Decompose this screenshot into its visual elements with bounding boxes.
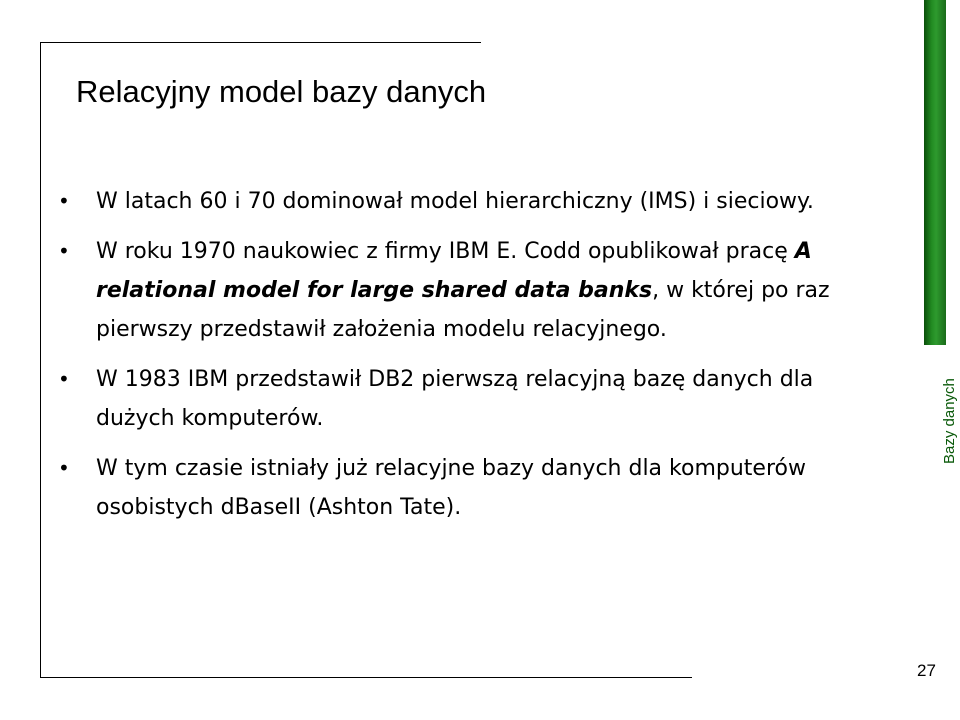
paper-title-emphasis: A relational model for large shared data banks <box>96 239 812 303</box>
bullet-dot-icon: • <box>58 456 70 480</box>
page-number: 27 <box>917 661 936 680</box>
slide-frame-top-border <box>40 42 481 43</box>
side-label: Bazy danych <box>941 378 958 464</box>
slide-frame-bottom-border <box>40 677 692 678</box>
slide-frame-left-border <box>40 42 41 678</box>
bullet-item <box>58 182 898 221</box>
bullet-text <box>96 239 830 342</box>
bullet-item <box>58 449 898 527</box>
slide-title: Relacyjny model bazy danych <box>76 74 487 109</box>
bullet-text: W tym czasie istniały już relacyjne bazy danych dla komputerów osobistych dBaseII (Ashton Tate). <box>96 456 806 520</box>
green-accent-bar <box>924 0 946 345</box>
bullet-dot-icon: • <box>58 189 70 213</box>
bullet-item <box>58 360 898 438</box>
bullet-dot-icon: • <box>58 239 70 263</box>
bullet-text: W latach 60 i 70 dominował model hierarchiczny (IMS) i sieciowy. <box>96 189 814 214</box>
bullet-text-after: , w której po raz pierwszy przedstawił założenia modelu relacyjnego. <box>96 278 830 342</box>
bullet-text-before: W roku 1970 naukowiec z firmy IBM E. Codd opublikował pracę <box>96 239 795 264</box>
bullet-text: W 1983 IBM przedstawił DB2 pierwszą relacyjną bazę danych dla dużych komputerów. <box>96 367 814 431</box>
bullet-dot-icon: • <box>58 367 70 391</box>
bullet-list <box>58 182 898 538</box>
bullet-item <box>58 232 898 349</box>
